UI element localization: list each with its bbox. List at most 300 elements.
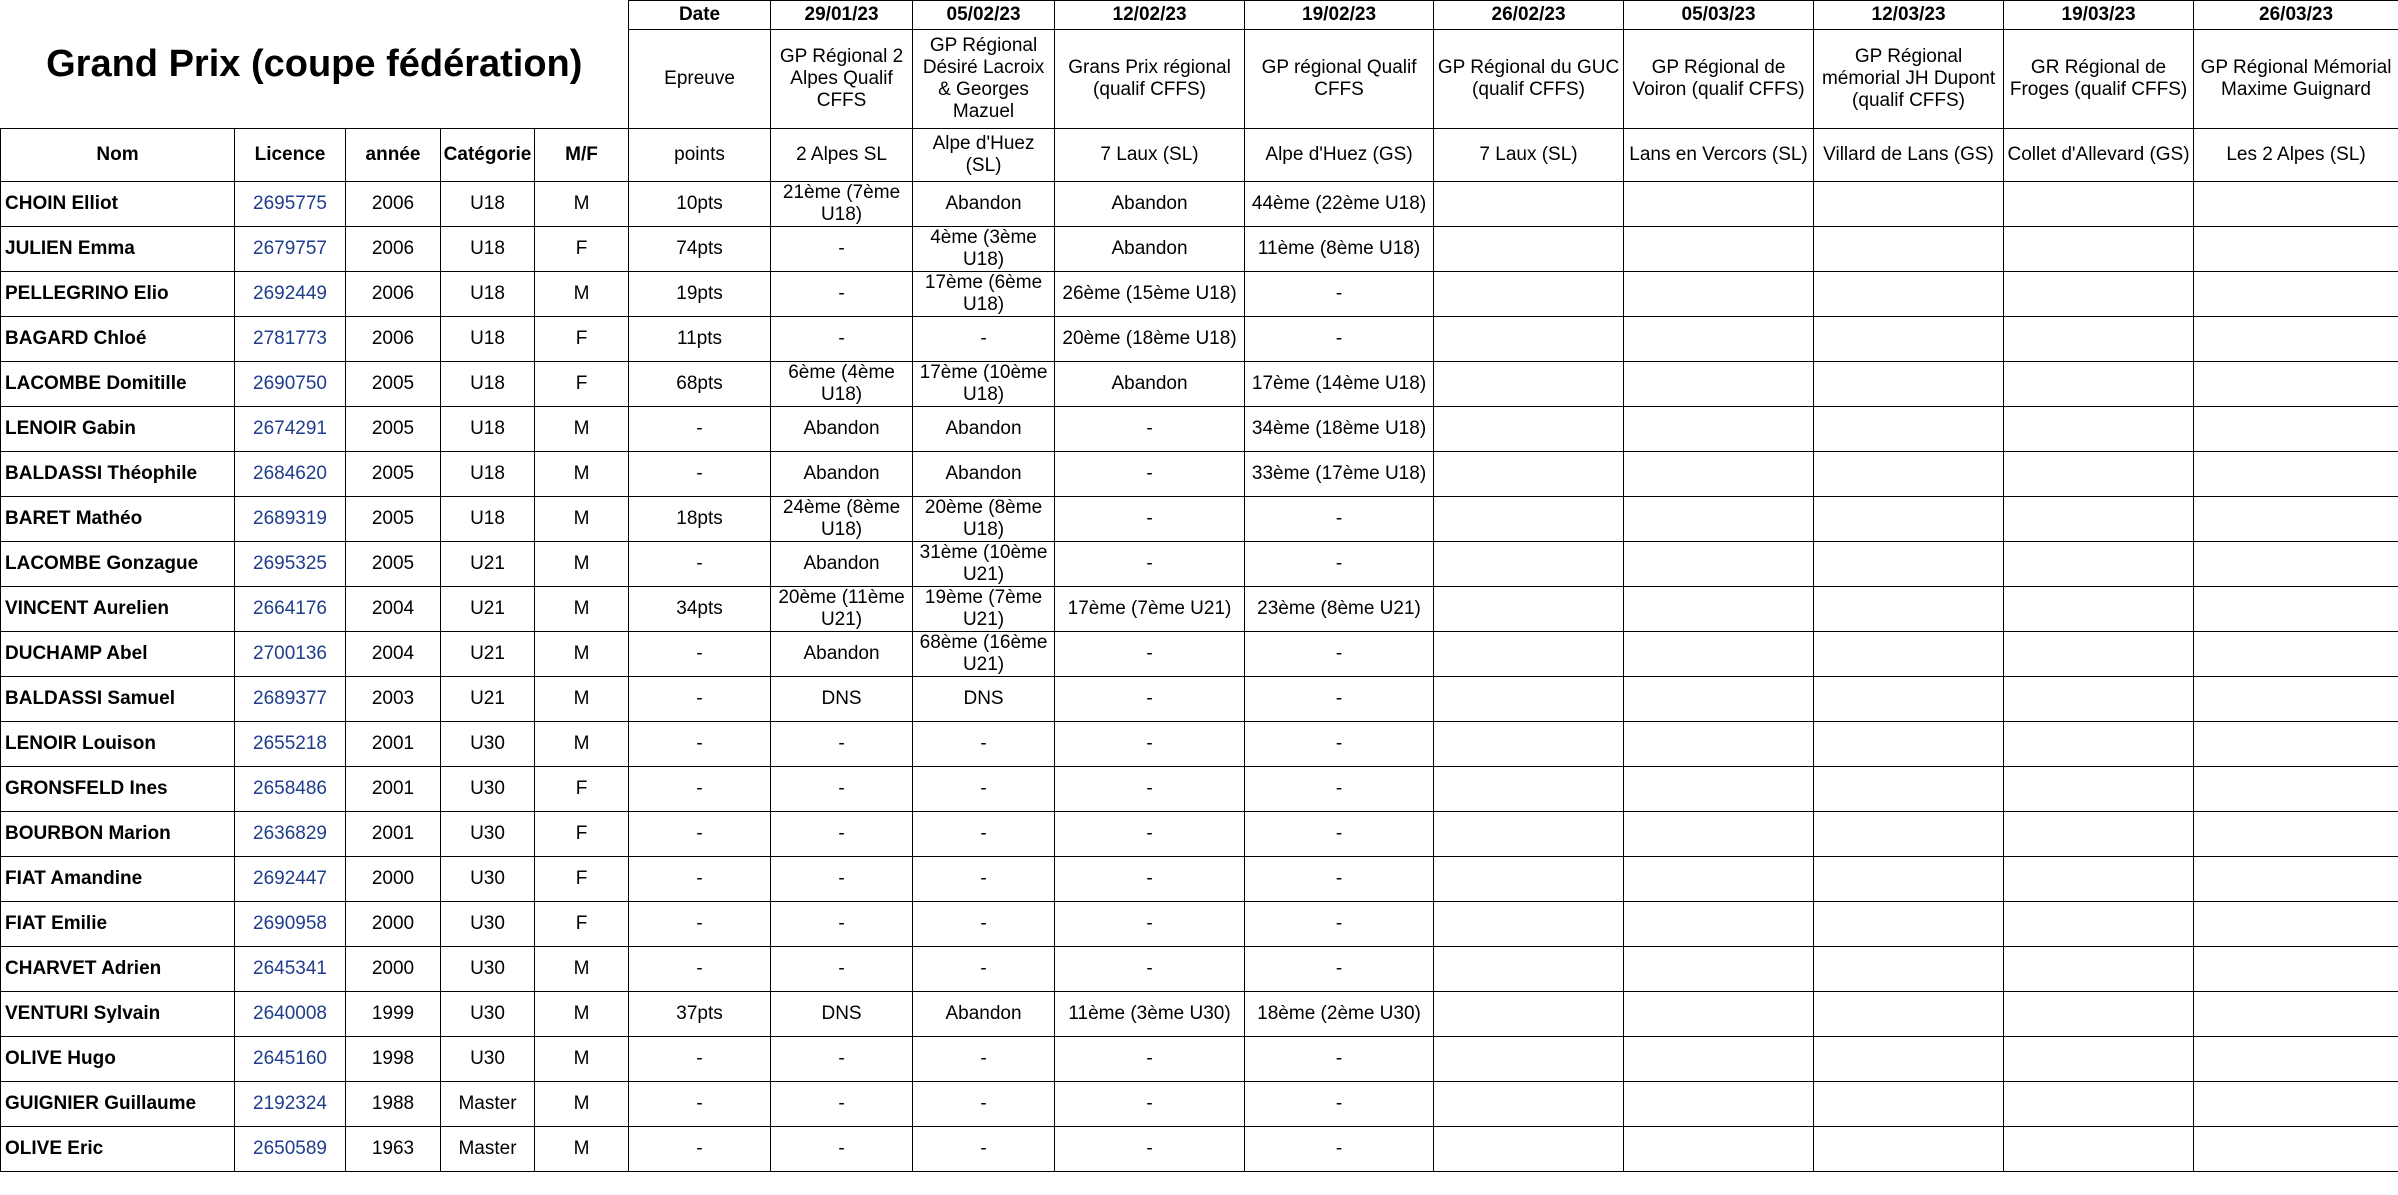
- empty-result-cell: [1814, 362, 2004, 407]
- empty-result-cell: [2004, 587, 2194, 632]
- race-date: 12/03/23: [1814, 1, 2004, 30]
- empty-result-cell: [1624, 1127, 1814, 1172]
- race-result: -: [771, 227, 913, 272]
- race-venue: 7 Laux (SL): [1055, 129, 1245, 182]
- race-result: 19ème (7ème U21): [913, 587, 1055, 632]
- empty-result-cell: [1624, 317, 1814, 362]
- athlete-name: CHOIN Elliot: [1, 182, 235, 227]
- race-result: -: [1245, 497, 1434, 542]
- category: U21: [441, 677, 535, 722]
- race-result: -: [913, 722, 1055, 767]
- gender: M: [535, 1082, 629, 1127]
- race-result: 21ème (7ème U18): [771, 182, 913, 227]
- empty-result-cell: [1624, 227, 1814, 272]
- birth-year: 2001: [346, 767, 441, 812]
- empty-result-cell: [1624, 497, 1814, 542]
- race-result: 4ème (3ème U18): [913, 227, 1055, 272]
- race-venue: Alpe d'Huez (GS): [1245, 129, 1434, 182]
- race-result: -: [771, 1082, 913, 1127]
- points: -: [629, 722, 771, 767]
- race-name: GP Régional Mémorial Maxime Guignard: [2194, 30, 2398, 129]
- birth-year: 1963: [346, 1127, 441, 1172]
- race-result: -: [1055, 1082, 1245, 1127]
- athlete-name: VENTURI Sylvain: [1, 992, 235, 1037]
- empty-result-cell: [2194, 362, 2398, 407]
- empty-result-cell: [1814, 542, 2004, 587]
- empty-result-cell: [2194, 677, 2398, 722]
- athlete-name: BARET Mathéo: [1, 497, 235, 542]
- points: -: [629, 1082, 771, 1127]
- race-date: 12/02/23: [1055, 1, 1245, 30]
- race-name: GR Régional de Froges (qualif CFFS): [2004, 30, 2194, 129]
- empty-result-cell: [2194, 992, 2398, 1037]
- race-result: -: [1055, 407, 1245, 452]
- race-result: -: [1055, 1037, 1245, 1082]
- athlete-name: CHARVET Adrien: [1, 947, 235, 992]
- page-title: Grand Prix (coupe fédération): [1, 1, 629, 129]
- race-result: -: [771, 317, 913, 362]
- empty-result-cell: [1814, 227, 2004, 272]
- gender: F: [535, 362, 629, 407]
- athlete-name: FIAT Amandine: [1, 857, 235, 902]
- athlete-name: LACOMBE Domitille: [1, 362, 235, 407]
- gender: M: [535, 587, 629, 632]
- points: 18pts: [629, 497, 771, 542]
- race-result: -: [1245, 632, 1434, 677]
- points: -: [629, 857, 771, 902]
- licence-number: 2692447: [235, 857, 346, 902]
- race-result: -: [771, 947, 913, 992]
- race-result: -: [1245, 542, 1434, 587]
- points: 19pts: [629, 272, 771, 317]
- empty-result-cell: [2004, 227, 2194, 272]
- race-result: -: [1055, 497, 1245, 542]
- empty-result-cell: [1434, 992, 1624, 1037]
- athlete-name: BOURBON Marion: [1, 812, 235, 857]
- race-venue: 7 Laux (SL): [1434, 129, 1624, 182]
- race-result: -: [1055, 902, 1245, 947]
- empty-result-cell: [1624, 722, 1814, 767]
- empty-result-cell: [1434, 1127, 1624, 1172]
- empty-result-cell: [1434, 632, 1624, 677]
- race-result: -: [1055, 1127, 1245, 1172]
- table-row: [1, 227, 2398, 272]
- empty-result-cell: [1814, 317, 2004, 362]
- race-result: -: [1055, 722, 1245, 767]
- table-row: [1, 992, 2398, 1037]
- licence-number: 2689319: [235, 497, 346, 542]
- race-result: 68ème (16ème U21): [913, 632, 1055, 677]
- empty-result-cell: [1624, 992, 1814, 1037]
- licence-number: 2695325: [235, 542, 346, 587]
- table-row: [1, 1127, 2398, 1172]
- empty-result-cell: [1814, 857, 2004, 902]
- empty-result-cell: [1624, 587, 1814, 632]
- race-result: -: [1055, 452, 1245, 497]
- empty-result-cell: [1434, 902, 1624, 947]
- race-result: 6ème (4ème U18): [771, 362, 913, 407]
- licence-number: 2640008: [235, 992, 346, 1037]
- empty-result-cell: [1624, 542, 1814, 587]
- empty-result-cell: [1434, 497, 1624, 542]
- empty-result-cell: [2194, 812, 2398, 857]
- empty-result-cell: [1434, 722, 1624, 767]
- empty-result-cell: [2004, 407, 2194, 452]
- empty-result-cell: [1814, 587, 2004, 632]
- gender: M: [535, 677, 629, 722]
- category: U18: [441, 272, 535, 317]
- race-result: -: [913, 857, 1055, 902]
- empty-result-cell: [2004, 812, 2194, 857]
- empty-result-cell: [1814, 1037, 2004, 1082]
- category: U21: [441, 542, 535, 587]
- empty-result-cell: [1434, 857, 1624, 902]
- athlete-name: OLIVE Hugo: [1, 1037, 235, 1082]
- race-name: Grans Prix régional (qualif CFFS): [1055, 30, 1245, 129]
- empty-result-cell: [2004, 272, 2194, 317]
- empty-result-cell: [1624, 812, 1814, 857]
- birth-year: 1998: [346, 1037, 441, 1082]
- race-result: 34ème (18ème U18): [1245, 407, 1434, 452]
- race-result: -: [771, 722, 913, 767]
- licence-number: 2690750: [235, 362, 346, 407]
- race-result: 11ème (3ème U30): [1055, 992, 1245, 1037]
- empty-result-cell: [1434, 677, 1624, 722]
- points: -: [629, 1037, 771, 1082]
- empty-result-cell: [2004, 1082, 2194, 1127]
- empty-result-cell: [2004, 857, 2194, 902]
- race-result: -: [1245, 767, 1434, 812]
- race-result: 33ème (17ème U18): [1245, 452, 1434, 497]
- race-venue: Les 2 Alpes (SL): [2194, 129, 2398, 182]
- column-header-row: [1, 129, 2398, 182]
- empty-result-cell: [2194, 1037, 2398, 1082]
- points: -: [629, 407, 771, 452]
- race-result: -: [913, 947, 1055, 992]
- licence-number: 2690958: [235, 902, 346, 947]
- empty-result-cell: [1624, 362, 1814, 407]
- gender: F: [535, 812, 629, 857]
- empty-result-cell: [1814, 947, 2004, 992]
- race-name: GP Régional Désiré Lacroix & Georges Mazuel: [913, 30, 1055, 129]
- empty-result-cell: [2004, 1037, 2194, 1082]
- licence-number: 2192324: [235, 1082, 346, 1127]
- empty-result-cell: [2194, 542, 2398, 587]
- athlete-name: JULIEN Emma: [1, 227, 235, 272]
- race-name: GP Régional mémorial JH Dupont (qualif CFFS): [1814, 30, 2004, 129]
- empty-result-cell: [2194, 767, 2398, 812]
- empty-result-cell: [1434, 182, 1624, 227]
- race-result: -: [1055, 677, 1245, 722]
- empty-result-cell: [1434, 272, 1624, 317]
- points: 11pts: [629, 317, 771, 362]
- points: -: [629, 1127, 771, 1172]
- category: U30: [441, 902, 535, 947]
- table-row: [1, 542, 2398, 587]
- race-result: -: [913, 767, 1055, 812]
- birth-year: 2006: [346, 272, 441, 317]
- race-result: -: [1245, 857, 1434, 902]
- race-result: -: [771, 857, 913, 902]
- empty-result-cell: [2004, 902, 2194, 947]
- empty-result-cell: [2004, 317, 2194, 362]
- table-row: [1, 362, 2398, 407]
- race-result: Abandon: [913, 452, 1055, 497]
- race-venue: Collet d'Allevard (GS): [2004, 129, 2194, 182]
- athlete-name: BALDASSI Théophile: [1, 452, 235, 497]
- race-result: Abandon: [1055, 227, 1245, 272]
- gender: M: [535, 497, 629, 542]
- category: U18: [441, 227, 535, 272]
- race-result: -: [1055, 857, 1245, 902]
- points: -: [629, 542, 771, 587]
- points: -: [629, 632, 771, 677]
- athlete-name: BAGARD Chloé: [1, 317, 235, 362]
- category: U18: [441, 182, 535, 227]
- birth-year: 2001: [346, 722, 441, 767]
- licence-number: 2679757: [235, 227, 346, 272]
- empty-result-cell: [1624, 182, 1814, 227]
- athlete-name: DUCHAMP Abel: [1, 632, 235, 677]
- gender: F: [535, 767, 629, 812]
- race-result: -: [913, 1082, 1055, 1127]
- gender: M: [535, 272, 629, 317]
- birth-year: 2005: [346, 542, 441, 587]
- table-row: [1, 272, 2398, 317]
- empty-result-cell: [1434, 1037, 1624, 1082]
- race-result: -: [1245, 677, 1434, 722]
- table-row: [1, 317, 2398, 362]
- table-row: [1, 497, 2398, 542]
- empty-result-cell: [1624, 632, 1814, 677]
- race-result: Abandon: [913, 992, 1055, 1037]
- race-date: 29/01/23: [771, 1, 913, 30]
- date-label: Date: [629, 1, 771, 30]
- race-result: 20ème (8ème U18): [913, 497, 1055, 542]
- empty-result-cell: [1624, 407, 1814, 452]
- category: U30: [441, 947, 535, 992]
- race-result: 31ème (10ème U21): [913, 542, 1055, 587]
- gender: M: [535, 1127, 629, 1172]
- race-date: 19/03/23: [2004, 1, 2194, 30]
- athlete-name: GRONSFELD Ines: [1, 767, 235, 812]
- licence-number: 2645341: [235, 947, 346, 992]
- race-date: 26/02/23: [1434, 1, 1624, 30]
- empty-result-cell: [1624, 1037, 1814, 1082]
- table-row: [1, 587, 2398, 632]
- birth-year: 2001: [346, 812, 441, 857]
- race-result: 17ème (14ème U18): [1245, 362, 1434, 407]
- points: 74pts: [629, 227, 771, 272]
- table-row: [1, 452, 2398, 497]
- race-name: GP Régional du GUC (qualif CFFS): [1434, 30, 1624, 129]
- athlete-name: VINCENT Aurelien: [1, 587, 235, 632]
- race-name: GP Régional de Voiron (qualif CFFS): [1624, 30, 1814, 129]
- empty-result-cell: [2004, 497, 2194, 542]
- empty-result-cell: [2004, 632, 2194, 677]
- category: U18: [441, 362, 535, 407]
- birth-year: 2005: [346, 407, 441, 452]
- race-result: DNS: [771, 677, 913, 722]
- athlete-name: FIAT Emilie: [1, 902, 235, 947]
- licence-number: 2692449: [235, 272, 346, 317]
- empty-result-cell: [1814, 182, 2004, 227]
- race-result: Abandon: [771, 542, 913, 587]
- race-result: -: [1245, 317, 1434, 362]
- table-row: [1, 767, 2398, 812]
- birth-year: 2000: [346, 857, 441, 902]
- race-result: -: [771, 812, 913, 857]
- header-categorie: Catégorie: [441, 129, 535, 182]
- points: -: [629, 812, 771, 857]
- empty-result-cell: [1814, 632, 2004, 677]
- birth-year: 1999: [346, 992, 441, 1037]
- empty-result-cell: [1814, 407, 2004, 452]
- race-result: -: [1245, 1082, 1434, 1127]
- race-result: Abandon: [1055, 362, 1245, 407]
- points: -: [629, 947, 771, 992]
- empty-result-cell: [1814, 677, 2004, 722]
- race-result: -: [1055, 542, 1245, 587]
- athlete-name: OLIVE Eric: [1, 1127, 235, 1172]
- empty-result-cell: [2004, 722, 2194, 767]
- empty-result-cell: [1814, 1127, 2004, 1172]
- race-result: Abandon: [1055, 182, 1245, 227]
- empty-result-cell: [2194, 1127, 2398, 1172]
- race-result: -: [1245, 722, 1434, 767]
- empty-result-cell: [2004, 362, 2194, 407]
- header-points: points: [629, 129, 771, 182]
- licence-number: 2700136: [235, 632, 346, 677]
- birth-year: 2004: [346, 632, 441, 677]
- points: 68pts: [629, 362, 771, 407]
- birth-year: 2003: [346, 677, 441, 722]
- race-date: 26/03/23: [2194, 1, 2398, 30]
- empty-result-cell: [2004, 1127, 2194, 1172]
- empty-result-cell: [1624, 1082, 1814, 1127]
- empty-result-cell: [2194, 632, 2398, 677]
- empty-result-cell: [1434, 317, 1624, 362]
- licence-number: 2674291: [235, 407, 346, 452]
- race-result: -: [771, 272, 913, 317]
- empty-result-cell: [2194, 317, 2398, 362]
- header-nom: Nom: [1, 129, 235, 182]
- empty-result-cell: [2194, 947, 2398, 992]
- race-result: -: [1055, 632, 1245, 677]
- empty-result-cell: [1434, 227, 1624, 272]
- race-result: -: [1245, 812, 1434, 857]
- gender: M: [535, 722, 629, 767]
- table-row: [1, 632, 2398, 677]
- empty-result-cell: [2004, 992, 2194, 1037]
- points: -: [629, 452, 771, 497]
- race-result: Abandon: [913, 182, 1055, 227]
- empty-result-cell: [1624, 902, 1814, 947]
- empty-result-cell: [1814, 722, 2004, 767]
- empty-result-cell: [1814, 452, 2004, 497]
- epreuve-label: Epreuve: [629, 30, 771, 129]
- category: U30: [441, 812, 535, 857]
- race-result: 23ème (8ème U21): [1245, 587, 1434, 632]
- points: -: [629, 767, 771, 812]
- race-date: 05/02/23: [913, 1, 1055, 30]
- race-result: 18ème (2ème U30): [1245, 992, 1434, 1037]
- points: -: [629, 677, 771, 722]
- category: U30: [441, 722, 535, 767]
- category: U30: [441, 767, 535, 812]
- race-venue: Alpe d'Huez (SL): [913, 129, 1055, 182]
- empty-result-cell: [1434, 542, 1624, 587]
- category: U21: [441, 587, 535, 632]
- athlete-name: LACOMBE Gonzague: [1, 542, 235, 587]
- empty-result-cell: [1624, 272, 1814, 317]
- race-venue: 2 Alpes SL: [771, 129, 913, 182]
- empty-result-cell: [2194, 452, 2398, 497]
- race-name: GP régional Qualif CFFS: [1245, 30, 1434, 129]
- empty-result-cell: [2194, 857, 2398, 902]
- category: U30: [441, 1037, 535, 1082]
- empty-result-cell: [1624, 677, 1814, 722]
- empty-result-cell: [1814, 812, 2004, 857]
- birth-year: 2005: [346, 497, 441, 542]
- birth-year: 2005: [346, 362, 441, 407]
- empty-result-cell: [2004, 677, 2194, 722]
- race-result: -: [1245, 947, 1434, 992]
- empty-result-cell: [1814, 902, 2004, 947]
- table-row: [1, 1037, 2398, 1082]
- table-row: [1, 1082, 2398, 1127]
- category: Master: [441, 1082, 535, 1127]
- points: 34pts: [629, 587, 771, 632]
- race-result: 17ème (6ème U18): [913, 272, 1055, 317]
- gender: F: [535, 317, 629, 362]
- empty-result-cell: [2194, 182, 2398, 227]
- birth-year: 2000: [346, 902, 441, 947]
- race-result: 20ème (11ème U21): [771, 587, 913, 632]
- empty-result-cell: [1624, 767, 1814, 812]
- athlete-name: LENOIR Gabin: [1, 407, 235, 452]
- gender: M: [535, 407, 629, 452]
- empty-result-cell: [1434, 452, 1624, 497]
- race-result: -: [913, 1127, 1055, 1172]
- gender: M: [535, 992, 629, 1037]
- empty-result-cell: [1434, 947, 1624, 992]
- race-date: 05/03/23: [1624, 1, 1814, 30]
- empty-result-cell: [1814, 497, 2004, 542]
- gender: M: [535, 542, 629, 587]
- empty-result-cell: [1624, 857, 1814, 902]
- points: 37pts: [629, 992, 771, 1037]
- empty-result-cell: [2194, 587, 2398, 632]
- category: U30: [441, 992, 535, 1037]
- empty-result-cell: [1434, 1082, 1624, 1127]
- race-result: 17ème (7ème U21): [1055, 587, 1245, 632]
- birth-year: 2006: [346, 227, 441, 272]
- category: U18: [441, 407, 535, 452]
- table-row: [1, 947, 2398, 992]
- race-result: 17ème (10ème U18): [913, 362, 1055, 407]
- birth-year: 2006: [346, 317, 441, 362]
- licence-number: 2664176: [235, 587, 346, 632]
- licence-number: 2636829: [235, 812, 346, 857]
- race-venue: Lans en Vercors (SL): [1624, 129, 1814, 182]
- athlete-name: LENOIR Louison: [1, 722, 235, 767]
- race-date: 19/02/23: [1245, 1, 1434, 30]
- empty-result-cell: [2194, 722, 2398, 767]
- licence-number: 2689377: [235, 677, 346, 722]
- empty-result-cell: [2194, 227, 2398, 272]
- race-result: -: [1055, 947, 1245, 992]
